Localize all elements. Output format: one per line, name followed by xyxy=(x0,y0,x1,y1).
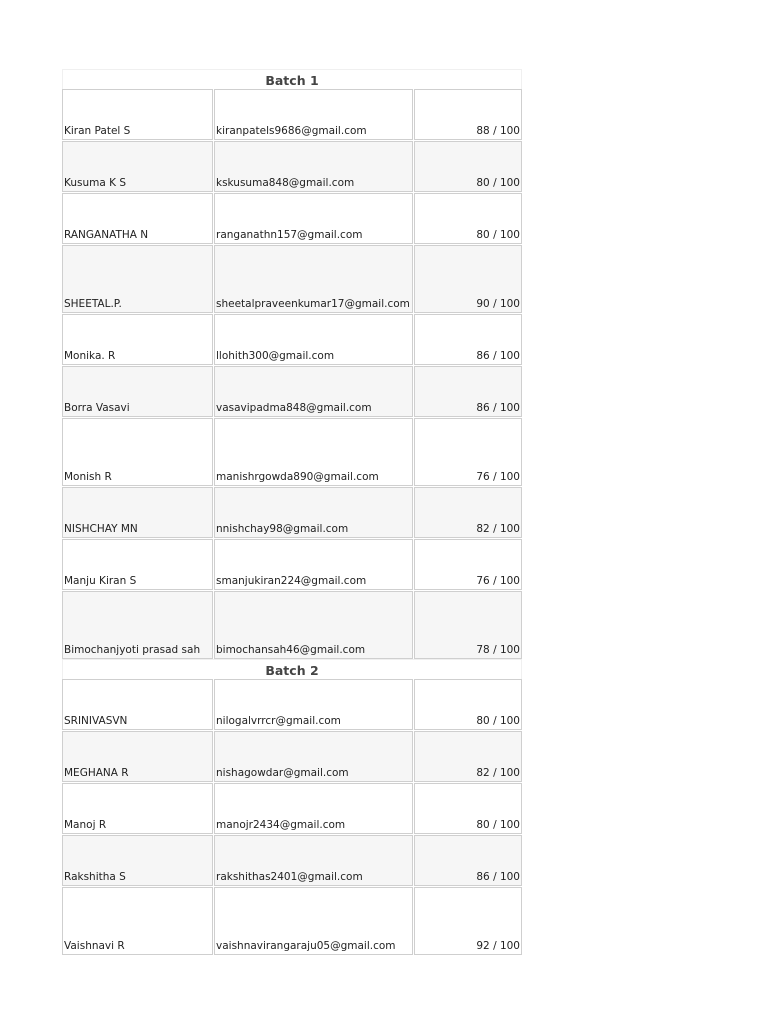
student-name-cell: Monish R xyxy=(62,418,213,486)
table-row xyxy=(62,487,522,538)
student-name-cell: Bimochanjyoti prasad sah xyxy=(62,591,213,659)
student-email-cell: vasavipadma848@gmail.com xyxy=(214,366,413,417)
student-email-cell: nishagowdar@gmail.com xyxy=(214,731,413,782)
student-name-cell: MEGHANA R xyxy=(62,731,213,782)
student-email-cell: smanjukiran224@gmail.com xyxy=(214,539,413,590)
table-row xyxy=(62,418,522,486)
student-email-cell: rakshithas2401@gmail.com xyxy=(214,835,413,886)
table-row xyxy=(62,731,522,782)
student-name-cell: NISHCHAY MN xyxy=(62,487,213,538)
student-score-cell: 90 / 100 xyxy=(414,245,522,313)
batch-header: Batch 2 xyxy=(62,659,522,679)
student-score-cell: 78 / 100 xyxy=(414,591,522,659)
student-score-cell: 80 / 100 xyxy=(414,679,522,730)
student-score-cell: 76 / 100 xyxy=(414,418,522,486)
table-row xyxy=(62,591,522,659)
student-score-cell: 88 / 100 xyxy=(414,89,522,140)
student-email-cell: nilogalvrrcr@gmail.com xyxy=(214,679,413,730)
student-name-cell: Manoj R xyxy=(62,783,213,834)
table-row xyxy=(62,887,522,955)
table-row xyxy=(62,89,522,140)
table-row xyxy=(62,141,522,192)
student-score-cell: 80 / 100 xyxy=(414,193,522,244)
student-email-cell: llohith300@gmail.com xyxy=(214,314,413,365)
student-name-cell: RANGANATHA N xyxy=(62,193,213,244)
student-score-cell: 80 / 100 xyxy=(414,141,522,192)
student-score-cell: 86 / 100 xyxy=(414,366,522,417)
student-email-cell: nnishchay98@gmail.com xyxy=(214,487,413,538)
student-name-cell: Kusuma K S xyxy=(62,141,213,192)
student-email-cell: vaishnavirangaraju05@gmail.com xyxy=(214,887,413,955)
student-email-cell: kskusuma848@gmail.com xyxy=(214,141,413,192)
student-name-cell: Manju Kiran S xyxy=(62,539,213,590)
student-name-cell: SRINIVASVN xyxy=(62,679,213,730)
table-row xyxy=(62,783,522,834)
student-email-cell: manishrgowda890@gmail.com xyxy=(214,418,413,486)
student-name-cell: Borra Vasavi xyxy=(62,366,213,417)
student-email-cell: ranganathn157@gmail.com xyxy=(214,193,413,244)
student-score-cell: 80 / 100 xyxy=(414,783,522,834)
student-name-cell: Monika. R xyxy=(62,314,213,365)
student-score-cell: 86 / 100 xyxy=(414,835,522,886)
batch-2-table xyxy=(62,679,522,955)
student-email-cell: sheetalpraveenkumar17@gmail.com xyxy=(214,245,413,313)
batch-1-table xyxy=(62,89,522,659)
student-score-cell: 76 / 100 xyxy=(414,539,522,590)
table-row xyxy=(62,245,522,313)
table-row xyxy=(62,193,522,244)
table-row xyxy=(62,679,522,730)
table-row xyxy=(62,539,522,590)
student-email-cell: manojr2434@gmail.com xyxy=(214,783,413,834)
student-name-cell: Vaishnavi R xyxy=(62,887,213,955)
table-row xyxy=(62,314,522,365)
student-score-cell: 82 / 100 xyxy=(414,731,522,782)
student-email-cell: kiranpatels9686@gmail.com xyxy=(214,89,413,140)
table-row xyxy=(62,366,522,417)
student-name-cell: Kiran Patel S xyxy=(62,89,213,140)
student-name-cell: SHEETAL.P. xyxy=(62,245,213,313)
student-score-cell: 86 / 100 xyxy=(414,314,522,365)
batch-2-section xyxy=(62,659,522,955)
student-name-cell: Rakshitha S xyxy=(62,835,213,886)
table-row xyxy=(62,835,522,886)
batch-1-section xyxy=(62,69,522,659)
student-email-cell: bimochansah46@gmail.com xyxy=(214,591,413,659)
results-sheet xyxy=(62,69,522,955)
batch-header: Batch 1 xyxy=(62,69,522,89)
student-score-cell: 92 / 100 xyxy=(414,887,522,955)
student-score-cell: 82 / 100 xyxy=(414,487,522,538)
